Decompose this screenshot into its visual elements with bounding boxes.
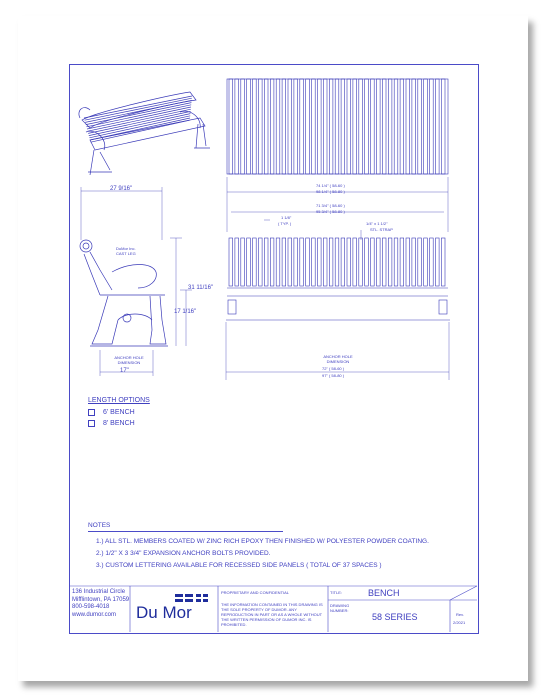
front-slat <box>229 238 233 286</box>
plan-slat <box>418 79 422 174</box>
plan-slat <box>359 79 363 174</box>
plan-slat <box>270 79 274 174</box>
iso-slat <box>91 120 190 142</box>
front-slat <box>353 238 357 286</box>
drawing-number-label: DRAWING NUMBER: <box>330 603 350 613</box>
iso-slat <box>87 107 191 129</box>
plan-slat <box>412 79 416 174</box>
plan-slat <box>253 79 257 174</box>
bench-plan-view <box>227 79 448 174</box>
dim-anchor-side: 17" <box>120 368 129 374</box>
plan-slat <box>259 79 263 174</box>
front-slat <box>329 238 333 286</box>
plan-slat <box>406 79 410 174</box>
dim-length-a2: 98 1/4" ( 58-80 ) <box>316 189 345 194</box>
front-slat <box>430 238 434 286</box>
dim-anchor-front-2: 97" ( 58-80 ) <box>322 373 345 378</box>
company-logo: Du Mor <box>136 603 192 622</box>
revision-label: Rev. <box>456 612 464 617</box>
front-slat <box>382 238 386 286</box>
length-option-8[interactable]: 8' BENCH <box>88 419 135 428</box>
plan-slat <box>377 79 381 174</box>
plan-slat <box>382 79 386 174</box>
bench-isometric-view <box>79 92 210 175</box>
front-slat <box>318 238 322 286</box>
plan-slat <box>400 79 404 174</box>
length-options-heading: LENGTH OPTIONS <box>88 397 150 404</box>
dim-length-a1: 74 1/4" ( 58-60 ) <box>316 183 345 188</box>
front-slat <box>241 238 245 286</box>
plan-slat <box>247 79 251 174</box>
dim-slat-typ: ( TYP. ) <box>278 221 292 226</box>
front-slat <box>253 238 257 286</box>
checkbox-icon[interactable] <box>88 420 95 427</box>
front-slat <box>323 238 327 286</box>
plan-slat <box>329 79 333 174</box>
front-slat <box>306 238 310 286</box>
plan-slat <box>353 79 357 174</box>
plan-slat <box>318 79 322 174</box>
plan-slat <box>371 79 375 174</box>
note-3: 3.) CUSTOM LETTERING AVAILABLE FOR RECESSED SIDE PANELS ( TOTAL OF 37 SPACES ) <box>96 562 382 569</box>
front-slat <box>400 238 404 286</box>
note-1: 1.) ALL STL. MEMBERS COATED W/ ZINC RICH EPOXY THEN FINISHED W/ POLYESTER POWDER COATING. <box>96 538 429 545</box>
plan-slat <box>323 79 327 174</box>
plan-slat <box>282 79 286 174</box>
note-2: 2.) 1/2" X 3 3/4" EXPANSION ANCHOR BOLTS PROVIDED. <box>96 550 271 557</box>
plan-slat <box>394 79 398 174</box>
dim-anchor-front-1: 72" ( 58-60 ) <box>322 366 345 371</box>
front-slat <box>282 238 286 286</box>
front-slat <box>436 238 440 286</box>
anchor-front-label: ANCHOR HOLE DIMENSION <box>323 354 353 364</box>
front-slat <box>424 238 428 286</box>
front-slat <box>377 238 381 286</box>
front-slat <box>300 238 304 286</box>
dim-strap: 1/4" x 1 1/2" <box>366 221 388 226</box>
plan-slat <box>430 79 434 174</box>
front-slat <box>412 238 416 286</box>
plan-slat <box>312 79 316 174</box>
plan-slat <box>276 79 280 174</box>
company-address: 136 Industrial Circle Mifflintown, PA 17059 800-598-4018 www.dumor.com <box>72 589 130 618</box>
drawing-title: BENCH <box>368 588 400 598</box>
front-slat <box>259 238 263 286</box>
plan-slat <box>335 79 339 174</box>
plan-slat <box>264 79 268 174</box>
front-slat <box>441 238 445 286</box>
drawing-number: 58 SERIES <box>372 612 418 622</box>
checkbox-icon[interactable] <box>88 409 95 416</box>
plan-slat <box>241 79 245 174</box>
title-label: TITLE: <box>330 590 343 595</box>
front-slat <box>294 238 298 286</box>
plan-slat <box>388 79 392 174</box>
front-slat <box>312 238 316 286</box>
front-slat <box>394 238 398 286</box>
proprietary-text: THE INFORMATION CONTAINED IN THIS DRAWING IS THE SOLE PROPERTY OF DUMOR. ANY REPRODUCTION IN PART OR AS A WHOLE WITHOUT THE WRITTEN PERMISSION OF DUMOR INC. IS PROHIBITED. <box>221 602 323 627</box>
notes-underline <box>88 531 283 532</box>
front-slat <box>235 238 239 286</box>
front-slat <box>347 238 351 286</box>
front-slat <box>270 238 274 286</box>
front-slat <box>365 238 369 286</box>
dim-strap-label: STL. STRAP <box>370 227 393 232</box>
notes-heading: NOTES <box>88 522 111 529</box>
anchor-side-label: ANCHOR HOLE DIMENSION <box>114 355 144 365</box>
plan-slat <box>441 79 445 174</box>
bench-front-view <box>226 238 450 320</box>
front-slat <box>388 238 392 286</box>
plan-slat <box>229 79 233 174</box>
dimension-lines <box>81 177 449 380</box>
plan-slat <box>235 79 239 174</box>
armrest-note: DuMor Inc. CAST LEG <box>116 246 136 256</box>
front-slat <box>335 238 339 286</box>
plan-slat <box>341 79 345 174</box>
front-slat <box>406 238 410 286</box>
front-slat <box>276 238 280 286</box>
plan-slat <box>365 79 369 174</box>
plan-slat <box>424 79 428 174</box>
plan-slat <box>436 79 440 174</box>
front-slat <box>247 238 251 286</box>
plan-slat <box>306 79 310 174</box>
front-slat <box>288 238 292 286</box>
dim-height: 31 11/16" <box>188 285 214 291</box>
iso-slat <box>89 116 190 138</box>
front-slat <box>264 238 268 286</box>
plan-slat <box>300 79 304 174</box>
dumor-logo-mark <box>175 594 208 602</box>
front-slat <box>418 238 422 286</box>
plan-slat <box>347 79 351 174</box>
plan-slat <box>294 79 298 174</box>
front-slat <box>341 238 345 286</box>
dim-seat-height: 17 1/16" <box>174 309 197 315</box>
dim-length-b1: 71 3/4" ( 58-60 ) <box>316 203 345 208</box>
front-slat <box>359 238 363 286</box>
dim-length-b2: 95 3/4" ( 58-80 ) <box>316 209 345 214</box>
dim-seat-depth: 27 9/16" <box>110 186 133 192</box>
plan-slat <box>288 79 292 174</box>
revision-value: 2/2021 <box>453 620 466 625</box>
dim-slat-width: 1 1/8" <box>281 215 292 220</box>
length-option-6[interactable]: 6' BENCH <box>88 408 135 417</box>
website-link[interactable]: www.dumor.com <box>72 611 117 618</box>
proprietary-heading: PROPRIETARY AND CONFIDENTIAL <box>221 590 290 595</box>
front-slat <box>371 238 375 286</box>
